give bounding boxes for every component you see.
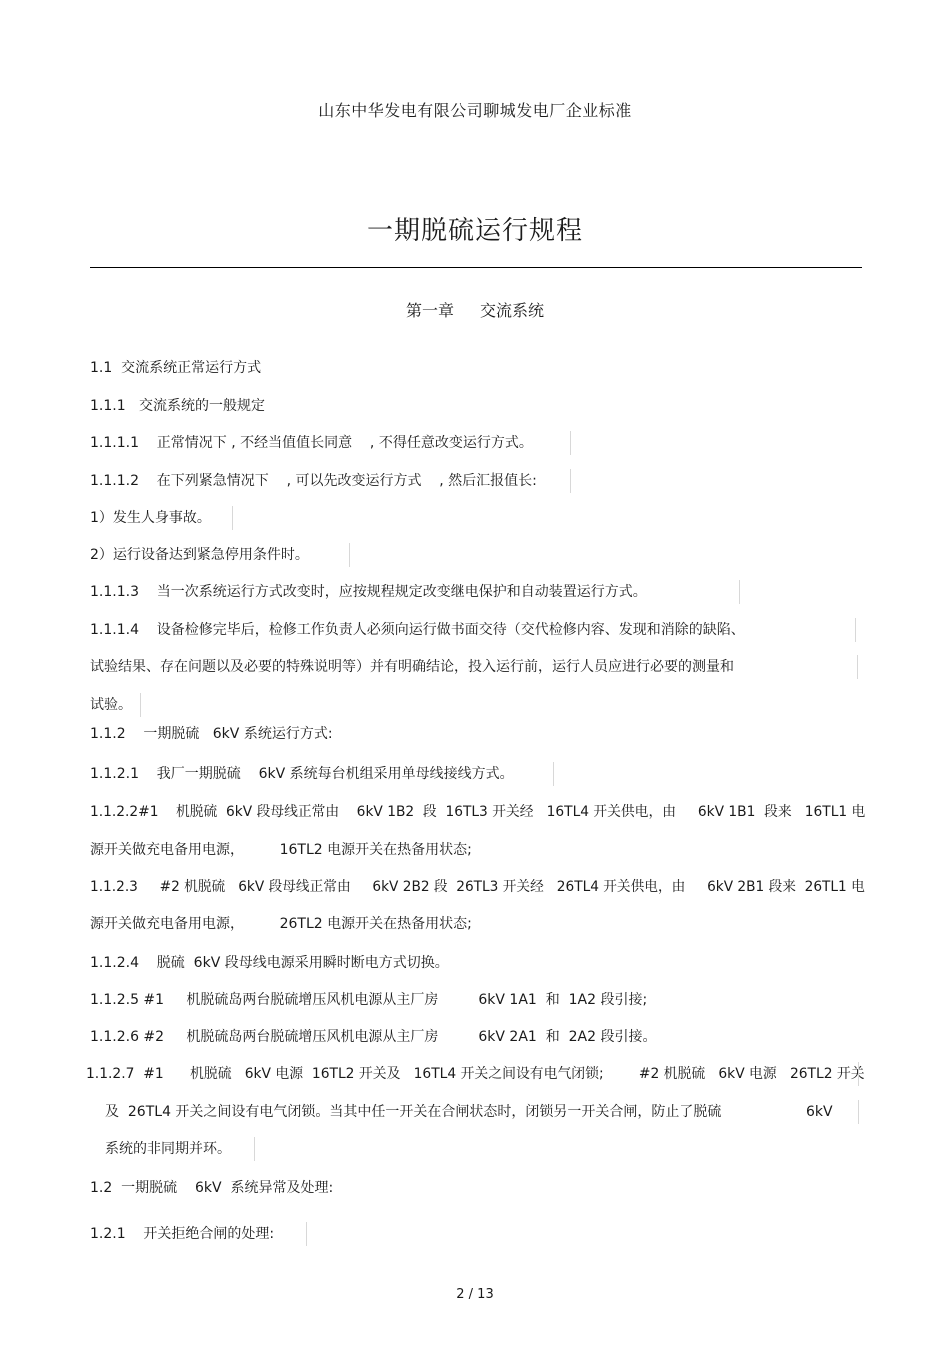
text-box-edge	[306, 1222, 307, 1246]
text-box-edge	[140, 693, 141, 717]
paragraph-line: 源开关做充电备用电源， 16TL2 电源开关在热备用状态;	[90, 842, 472, 858]
text-box-edge	[232, 506, 233, 530]
text-box-edge	[858, 1100, 859, 1124]
paragraph-line: 1.1.2.5 #1 机脱硫岛两台脱硫增压风机电源从主厂房 6kV 1A1 和 1A2 段引接;	[90, 992, 648, 1008]
paragraph-line: 1.1.2.7 #1 机脱硫 6kV 电源 16TL2 开关及 16TL4 开关之间设有电气闭锁; #2 机脱硫 6kV 电源 26TL2 开关	[86, 1066, 865, 1082]
paragraph-line: 试验结果、存在问题以及必要的特殊说明等）并有明确结论，投入运行前，运行人员应进行必要的测量和	[90, 659, 734, 675]
text-box-edge	[739, 580, 740, 604]
paragraph-line: 1.1.1.4 设备检修完毕后，检修工作负责人必须向运行做书面交待（交代检修内容、发现和消除的缺陷、	[90, 622, 745, 638]
chapter-name: 交流系统	[480, 301, 545, 320]
text-box-edge	[570, 431, 571, 455]
paragraph-line: 及 26TL4 开关之间设有电气闭锁。当其中任一开关在合闸状态时，闭锁另一开关合闸，防止了脱硫 6kV	[105, 1104, 833, 1120]
page-number: 2 / 13	[456, 1287, 494, 1302]
paragraph-line: 1.1.2.2#1 机脱硫 6kV 段母线正常由 6kV 1B2 段 16TL3 开关经 16TL4 开关供电，由 6kV 1B1 段来 16TL1 电	[90, 804, 866, 820]
paragraph-line: 1.1.2.4 脱硫 6kV 段母线电源采用瞬时断电方式切换。	[90, 955, 449, 971]
paragraph-line: 1.1.1.1 正常情况下 , 不经当值值长同意 , 不得任意改变运行方式。	[90, 435, 533, 451]
paragraph-line: 1.1.2.1 我厂一期脱硫 6kV 系统每台机组采用单母线接线方式。	[90, 766, 514, 782]
section-heading: 1.2 一期脱硫 6kV 系统异常及处理:	[90, 1180, 334, 1196]
chapter-number: 第一章	[405, 301, 454, 320]
chapter-heading	[0, 298, 950, 321]
subsection-heading: 1.1.2 一期脱硫 6kV 系统运行方式:	[90, 726, 333, 742]
text-box-edge	[858, 1062, 859, 1086]
subsection-heading: 1.1.1 交流系统的一般规定	[90, 398, 265, 414]
list-item: 2）运行设备达到紧急停用条件时。	[90, 547, 309, 563]
document-header: 山东中华发电有限公司聊城发电厂企业标准	[318, 101, 632, 120]
paragraph-line: 1.1.2.3 #2 机脱硫 6kV 段母线正常由 6kV 2B2 段 26TL3 开关经 26TL4 开关供电，由 6kV 2B1 段来 26TL1 电	[90, 879, 865, 895]
text-box-edge	[855, 618, 856, 642]
text-box-edge	[553, 762, 554, 786]
text-box-edge	[254, 1137, 255, 1161]
list-item: 1）发生人身事故。	[90, 510, 211, 526]
text-box-edge	[349, 543, 350, 567]
paragraph-line: 1.1.2.6 #2 机脱硫岛两台脱硫增压风机电源从主厂房 6kV 2A1 和 2A2 段引接。	[90, 1029, 657, 1045]
title-divider	[90, 267, 862, 268]
section-heading: 1.1 交流系统正常运行方式	[90, 360, 262, 376]
document-title: 一期脱硫运行规程	[366, 216, 583, 246]
paragraph-line: 1.1.1.3 当一次系统运行方式改变时，应按规程规定改变继电保护和自动装置运行方式。	[90, 584, 647, 600]
paragraph-line: 1.1.1.2 在下列紧急情况下 , 可以先改变运行方式 , 然后汇报值长:	[90, 473, 537, 489]
paragraph-line: 系统的非同期并环。	[105, 1141, 231, 1157]
paragraph-line: 源开关做充电备用电源， 26TL2 电源开关在热备用状态;	[90, 916, 472, 932]
subsection-heading: 1.2.1 开关拒绝合闸的处理:	[90, 1226, 275, 1242]
text-box-edge	[570, 469, 571, 493]
text-box-edge	[857, 655, 858, 679]
paragraph-line: 试验。	[90, 697, 132, 713]
